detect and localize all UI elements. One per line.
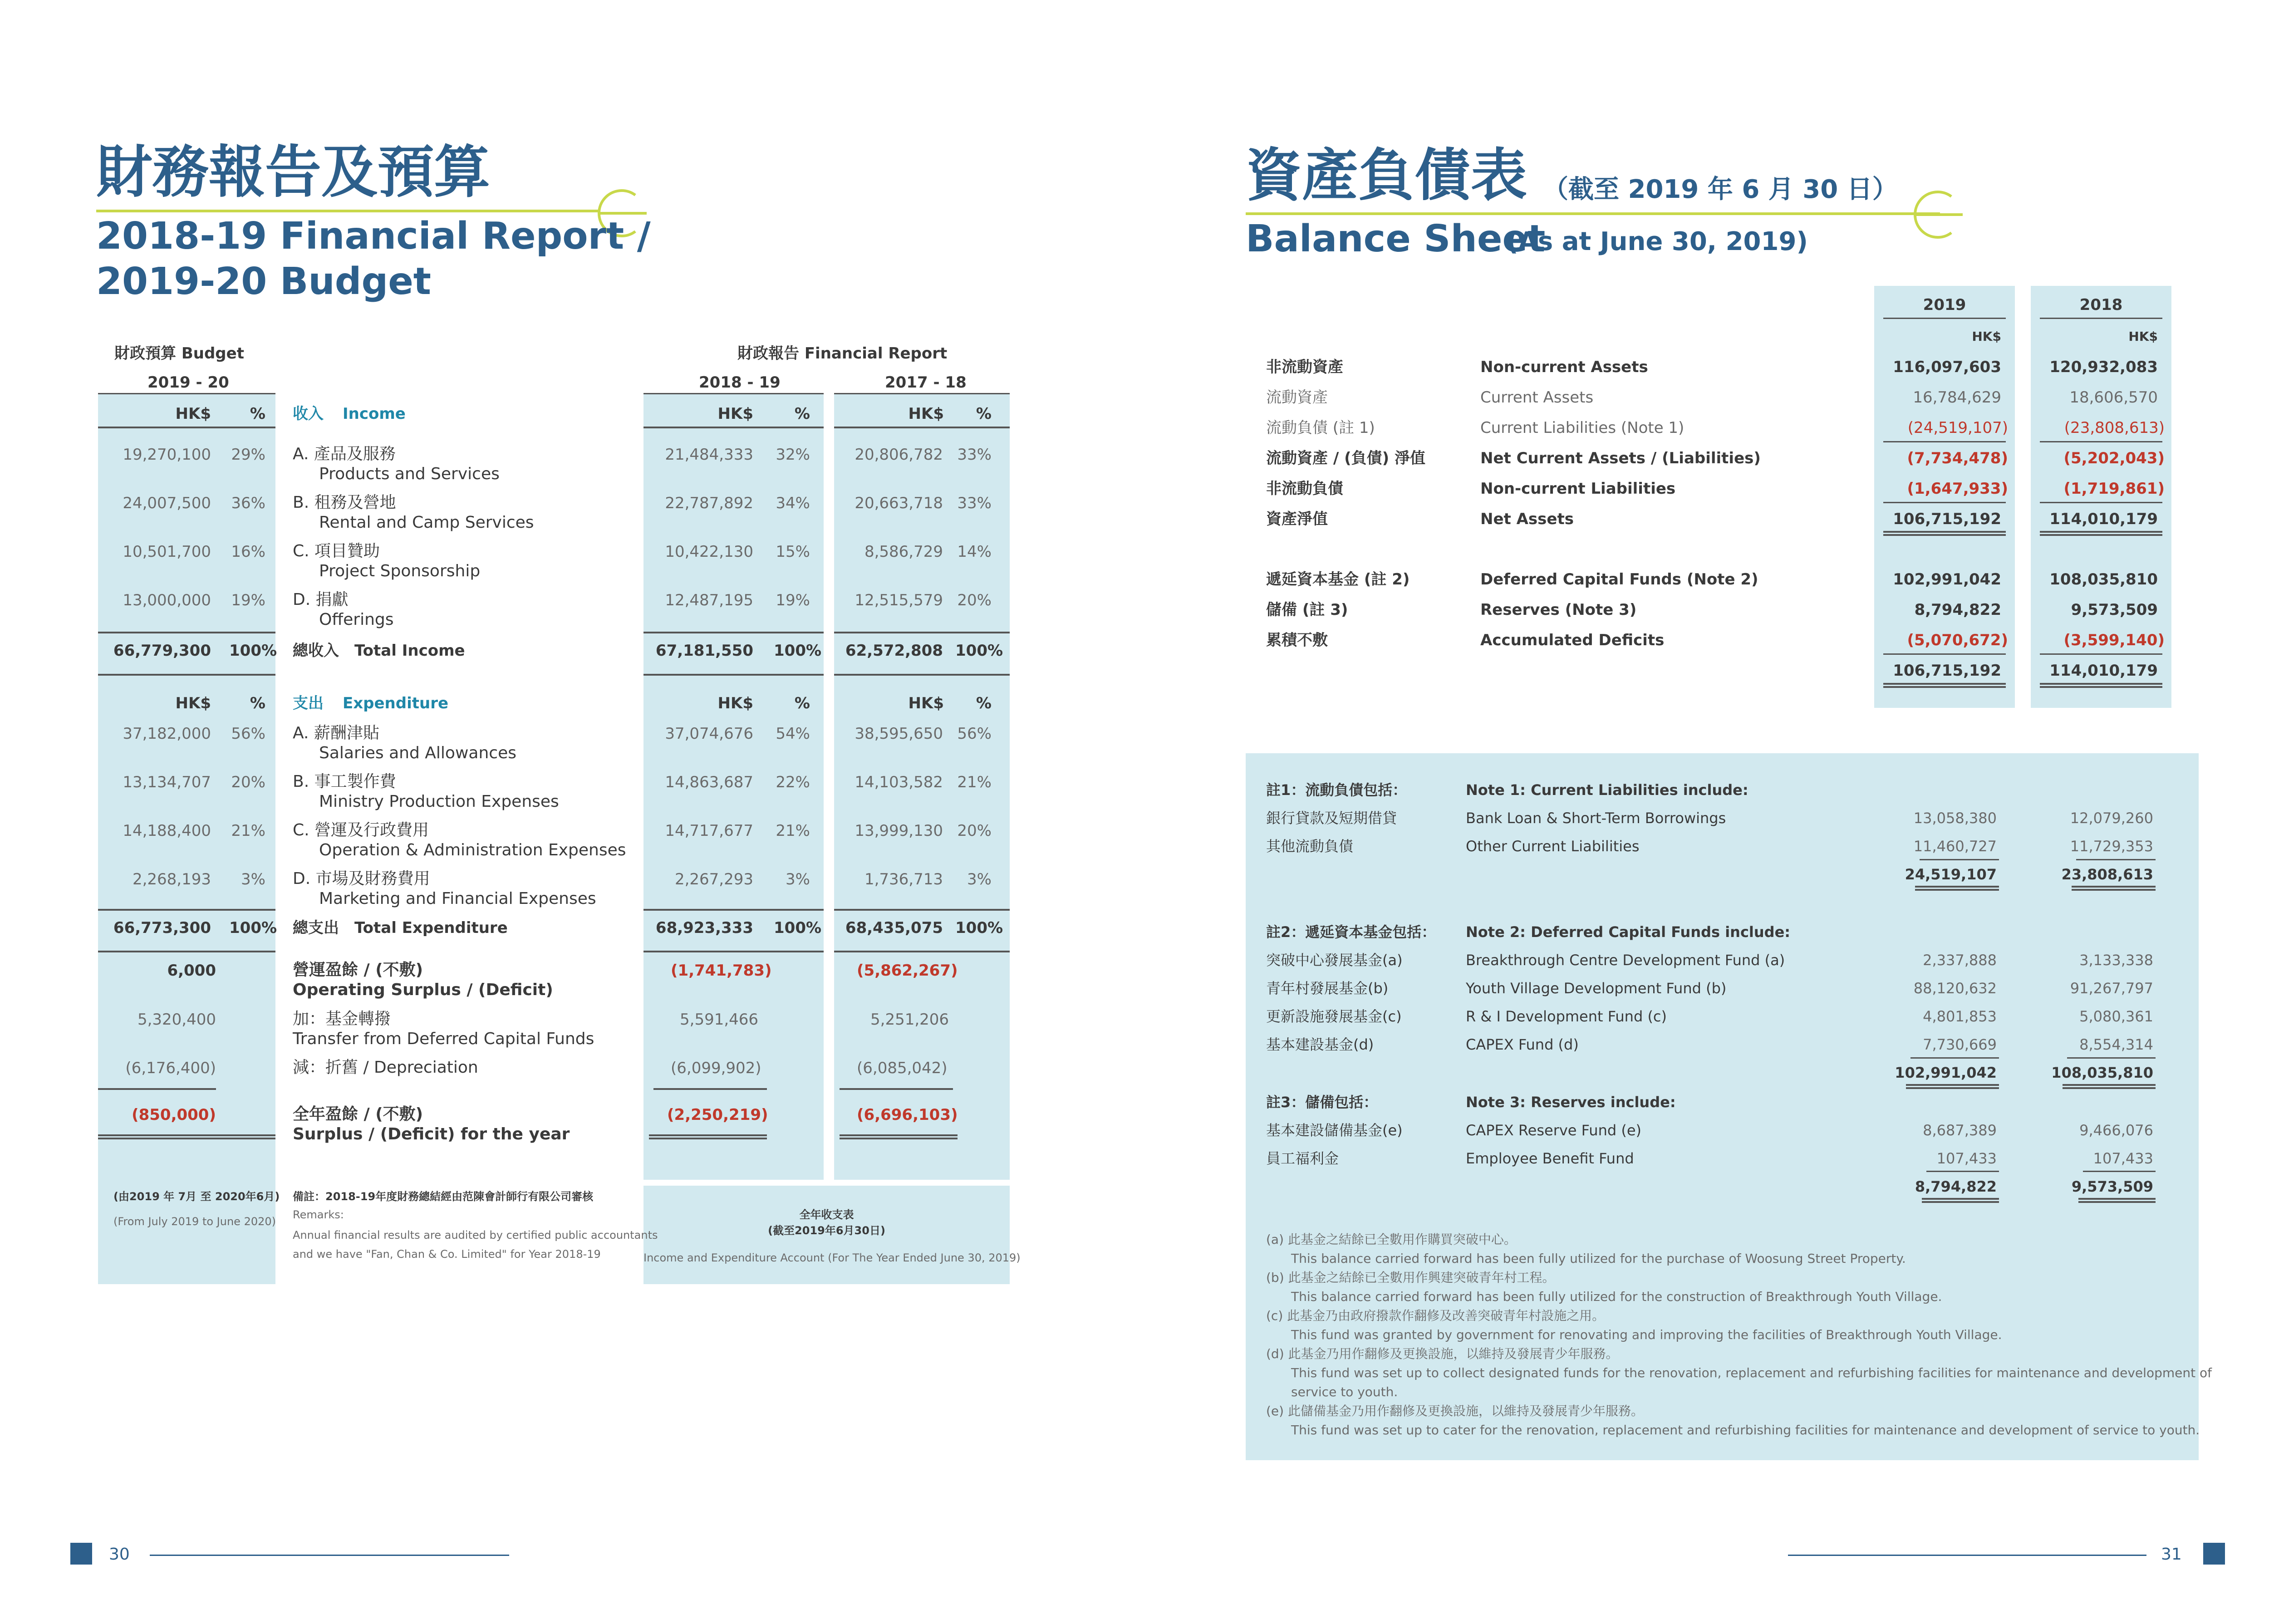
rule-line: [98, 632, 275, 633]
rule-line: [834, 951, 1010, 952]
rule-line: [834, 393, 1010, 394]
title-underline-right: [1246, 212, 1940, 215]
rule-line: [2076, 859, 2156, 860]
rule-line: [834, 909, 1010, 911]
page-marker-square: [70, 1543, 92, 1565]
rule-line: [1926, 1171, 1999, 1172]
report-header: 財政報告 Financial Report: [737, 344, 948, 363]
rule-line: [1883, 531, 2006, 536]
bs-year-2018: 2018: [2079, 296, 2123, 314]
rule-line: [2040, 653, 2162, 655]
rule-line: [2040, 318, 2162, 319]
remark-en-1: Annual financial results are audited by certified public accountants: [293, 1229, 658, 1241]
left-title-en-1: 2018-19 Financial Report /: [96, 215, 651, 258]
rule-line: [653, 1088, 767, 1090]
rule-line: [2040, 683, 2162, 688]
rule-line: [643, 393, 824, 394]
left-title-zh: 財務報告及預算: [96, 140, 491, 205]
page-number-right: 31: [2161, 1545, 2182, 1564]
rule-line: [2083, 1171, 2156, 1172]
remark-zh: 備註：2018-19年度財務總結經由范陳會計師行有限公司審核: [293, 1190, 594, 1203]
rule-line: [643, 427, 824, 428]
rule-line: [1922, 1198, 1999, 1203]
rule-line: [1915, 886, 1999, 891]
right-title-zh: 資產負債表: [1246, 143, 1527, 208]
rule-line: [98, 909, 275, 911]
budget-header: 財政預算 Budget: [114, 344, 244, 363]
budget-year: 2019 - 20: [147, 373, 229, 392]
rule-line: [98, 427, 275, 428]
rule-line: [1910, 1057, 1999, 1059]
rule-line: [98, 951, 275, 952]
income-label-zh: 收入: [293, 405, 324, 423]
report-year-2: 2017 - 18: [885, 373, 967, 392]
expenditure-label-zh: 支出: [293, 694, 324, 712]
income-label-en: Income: [343, 405, 406, 423]
accent-circle-icon-right: [1906, 185, 1965, 244]
rule-line: [2040, 441, 2162, 442]
budget-col-hkd: HK$: [175, 405, 211, 423]
right-title-en-sub: (As at June 30, 2019): [1507, 227, 1808, 256]
right-title-zh-sub: （截至 2019 年 6 月 30 日）: [1543, 175, 1898, 204]
rule-line: [2078, 1198, 2156, 1203]
account-title-en: Income and Expenditure Account (For The Year Ended June 30, 2019): [643, 1251, 1021, 1264]
account-period-zh: (截至2019年6月30日): [768, 1224, 885, 1237]
rule-line: [98, 674, 275, 676]
rule-line: [1920, 859, 1999, 860]
rule-line: [98, 393, 275, 394]
rule-line: [1883, 683, 2006, 688]
footer-rule-left: [150, 1555, 509, 1556]
title-underline: [96, 210, 600, 212]
rule-line: [2067, 1057, 2156, 1059]
rule-line: [643, 951, 824, 952]
rule-line: [840, 1134, 958, 1139]
rule-line: [834, 427, 1010, 428]
account-title-zh: 全年收支表: [799, 1208, 854, 1221]
budget-col-pct: %: [250, 405, 265, 423]
rule-line: [1883, 502, 2006, 503]
remark-en-2: and we have "Fan, Chan & Co. Limited" for Year 2018-19: [293, 1248, 601, 1261]
bs-year-2019: 2019: [1923, 296, 1966, 314]
rule-line: [1883, 441, 2006, 442]
rule-line: [649, 1134, 767, 1139]
rule-line: [98, 1134, 275, 1139]
rule-line: [2040, 502, 2162, 503]
rule-line: [2072, 886, 2156, 891]
rule-line: [834, 674, 1010, 676]
rule-line: [1883, 653, 2006, 655]
expenditure-label-en: Expenditure: [343, 694, 449, 712]
rule-line: [643, 632, 824, 633]
left-title-en-2: 2019-20 Budget: [96, 260, 431, 303]
rule-line: [2063, 1084, 2156, 1089]
footer-rule-right: [1788, 1555, 2146, 1556]
rule-line: [98, 1088, 216, 1090]
remark-label: Remarks:: [293, 1208, 344, 1221]
rule-line: [1883, 318, 2006, 319]
report-year-1: 2018 - 19: [699, 373, 781, 392]
rule-line: [1906, 1084, 1999, 1089]
page-number-left: 30: [109, 1545, 130, 1564]
right-title-en: Balance Sheet: [1246, 217, 1546, 260]
rule-line: [840, 1088, 953, 1090]
page-marker-square-right: [2203, 1543, 2225, 1565]
rule-line: [2040, 531, 2162, 536]
rule-line: [643, 674, 824, 676]
budget-period-en: (From July 2019 to June 2020): [113, 1215, 276, 1228]
budget-period-zh: (由2019 年 7月 至 2020年6月): [113, 1190, 280, 1203]
rule-line: [643, 909, 824, 911]
rule-line: [834, 632, 1010, 633]
